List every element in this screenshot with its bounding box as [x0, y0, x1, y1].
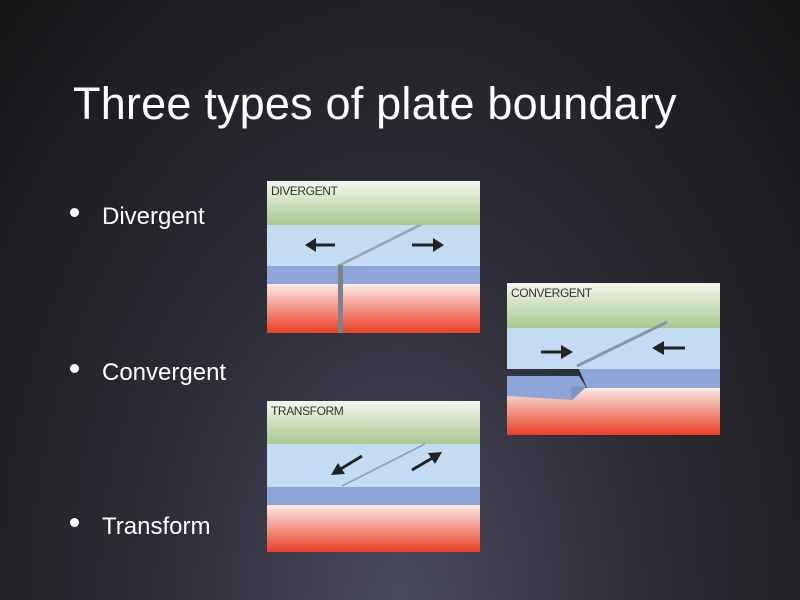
- overriding-plate: [579, 369, 720, 388]
- slide-title: Three types of plate boundary: [73, 78, 677, 129]
- convergent-illustration: [507, 283, 720, 435]
- bullet-label-convergent: Convergent: [102, 359, 227, 386]
- transform-diagram: [267, 401, 480, 552]
- bullet-label-divergent: Divergent: [102, 203, 205, 230]
- convergent-panel-label: CONVERGENT: [511, 286, 592, 300]
- bullet-dot: [70, 364, 79, 373]
- transform-illustration: [267, 401, 480, 552]
- divergent-diagram: [267, 181, 480, 333]
- lithosphere-layer: [267, 487, 480, 505]
- bullet-divergent: [70, 203, 205, 231]
- bullet-dot: [70, 208, 79, 217]
- bullet-label-transform: Transform: [102, 513, 211, 540]
- mantle-layer: [267, 505, 480, 552]
- ocean-layer: [267, 444, 480, 487]
- transform-panel-label: TRANSFORM: [271, 404, 344, 418]
- bullet-convergent: [70, 359, 226, 387]
- convergent-diagram: [507, 283, 720, 435]
- ocean-layer: [267, 225, 480, 266]
- bullet-transform: [70, 513, 210, 541]
- mantle-layer: [267, 284, 480, 333]
- divergent-panel-label: DIVERGENT: [271, 184, 338, 198]
- rift-channel: [338, 265, 343, 333]
- lithosphere-layer: [267, 266, 480, 284]
- divergent-illustration: [267, 181, 480, 333]
- bullet-dot: [70, 518, 79, 527]
